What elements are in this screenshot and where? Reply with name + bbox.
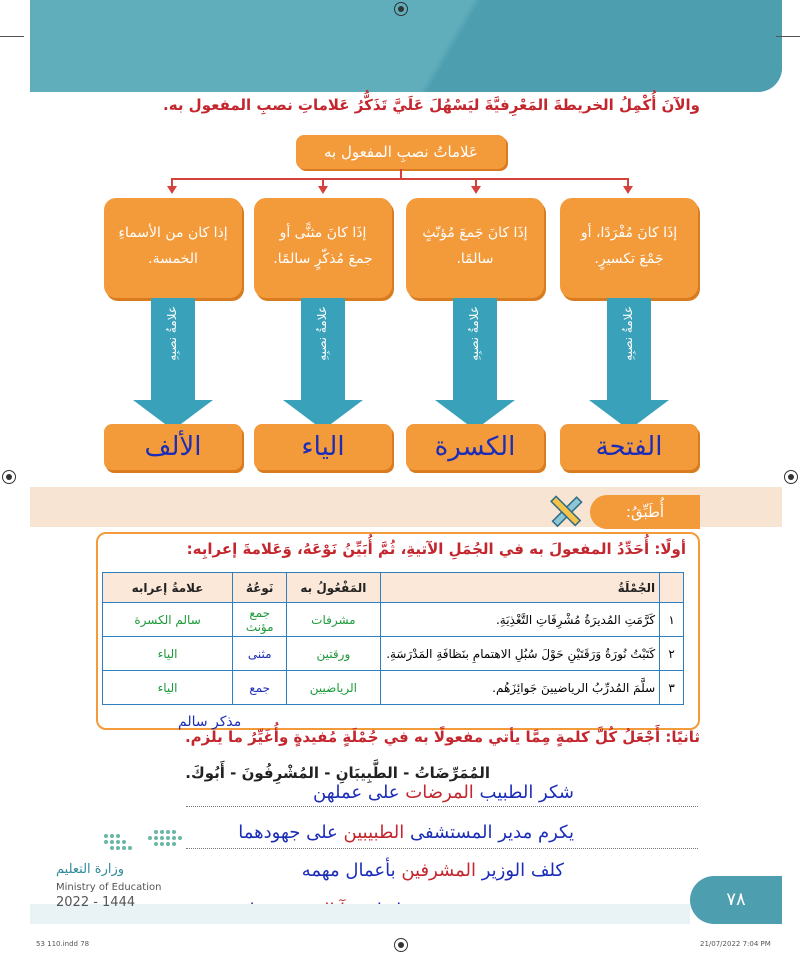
- condition-card-fem-plural: [406, 198, 544, 298]
- registration-mark-icon: [2, 470, 16, 484]
- registration-mark-icon: [394, 2, 408, 16]
- table-row: [103, 637, 684, 671]
- table-row: [103, 603, 684, 637]
- arrowhead-icon: [471, 186, 481, 194]
- header-type: نَوعُهُ: [233, 573, 287, 603]
- answer-part: شكر الطبيب: [473, 782, 574, 803]
- answer-object: المشرفين: [401, 860, 476, 881]
- registration-mark-icon: [784, 470, 798, 484]
- handwritten-note: مذكر سالم: [178, 714, 242, 730]
- map-title: عَلاماتُ نصبِ المفعول به: [296, 135, 506, 169]
- answer-kasra: الكسرة: [406, 424, 544, 470]
- condition-line: سالمًا.: [456, 251, 494, 267]
- row-number: ٢: [660, 637, 684, 671]
- row-type[interactable]: جمع: [233, 671, 287, 705]
- condition-line: إذَا كانَ مثنًّى أو: [279, 225, 367, 241]
- edition-year: 2022 - 1444: [56, 895, 136, 910]
- ruler-pencil-icon: [546, 492, 586, 532]
- page-number: ٧٨: [690, 876, 782, 924]
- arrow-label: علامةُ نصبِهِ: [467, 306, 481, 361]
- exercise1-heading: أولًا: أُحَدِّدُ المفعولَ به في الجُمَلِ الآتيةِ، ثُمَّ أُبَيِّنُ نَوْعَهُ، وَعَلامةَ إعرابِه:: [186, 540, 686, 558]
- header-number: [660, 573, 684, 603]
- arrow-label: علامةُ نصبِهِ: [165, 306, 179, 361]
- arrowhead-icon: [167, 186, 177, 194]
- print-slug: 21/07/2022 7:04 PM: [700, 940, 771, 948]
- table-row: [103, 671, 684, 705]
- answer-part: يكرم مدير المستشفى: [404, 822, 574, 843]
- row-sentence: كَتَبْتُ نُورَةُ وَرَقَتَيْنِ حَوْلَ سُبُلِ الاهتمامِ بنَظافَةِ المَدْرَسَةِ.: [380, 637, 660, 671]
- condition-line: إذَا كانَ مُفْرَدًا، أو: [580, 225, 678, 241]
- condition-card-five-nouns: [104, 198, 242, 298]
- answer-sentence-2[interactable]: [238, 822, 574, 843]
- ministry-name-ar: وزارة التعليم: [56, 862, 125, 877]
- answer-part: على جهودهما: [238, 822, 344, 843]
- condition-line: جَمْعَ تكسيرٍ.: [594, 251, 664, 267]
- trim-line: [0, 36, 24, 37]
- answer-sentence-1[interactable]: [313, 782, 574, 803]
- arrowhead-icon: [623, 186, 633, 194]
- row-sign[interactable]: سالم الكسرة: [103, 603, 233, 637]
- answer-part: على عملهن: [313, 782, 406, 803]
- condition-line: الخمسة.: [148, 251, 198, 267]
- answer-line: [186, 806, 698, 807]
- condition-card-dual: [254, 198, 392, 298]
- condition-line: جمعَ مُذكّرٍ سالمًا.: [273, 251, 373, 267]
- arrow-label: علامةُ نصبِهِ: [315, 306, 329, 361]
- word-list: المُمَرِّضَاتُ - الطَّبِيبَانِ - المُشْرِفُونَ - أَبُوكَ.: [185, 764, 490, 782]
- arrowhead-icon: [318, 186, 328, 194]
- ministry-name-en: Ministry of Education: [56, 882, 162, 893]
- print-slug: 53 110.indd 78: [36, 940, 90, 948]
- row-number: ١: [660, 603, 684, 637]
- row-sentence: كَرَّمَتِ المُديرَةُ مُشْرِفَاتِ التَّغْذِيَةِ.: [380, 603, 660, 637]
- ministry-logo-icon: [100, 826, 196, 856]
- answer-ya: الياء: [254, 424, 392, 470]
- row-sign[interactable]: الياء: [103, 671, 233, 705]
- branch-line: [172, 178, 628, 180]
- answer-fatha: الفتحة: [560, 424, 698, 470]
- row-type[interactable]: مثنى: [233, 637, 287, 671]
- sentences-table: [102, 572, 684, 705]
- answer-alif: الألف: [104, 424, 242, 470]
- condition-card-singular: [560, 198, 698, 298]
- row-object[interactable]: مشرفات: [287, 603, 380, 637]
- answer-object: المرضات: [405, 782, 474, 803]
- row-object[interactable]: ورقتين: [287, 637, 380, 671]
- answer-part: بأعمال مهمه: [301, 860, 402, 881]
- instruction-text: والآنَ أُكْمِلُ الخريطةَ المَعْرِفيَّةَ ليَسْهُلَ عَلَيَّ تَذَكُّرُ عَلاماتِ نصبِ المفعول به.: [163, 96, 700, 114]
- arrow-label: علامةُ نصبِهِ: [621, 306, 635, 361]
- registration-mark-icon: [394, 938, 408, 952]
- row-sign[interactable]: الياء: [103, 637, 233, 671]
- answer-part: كلف الوزير: [475, 860, 564, 881]
- header-object: المَفْعُولُ به: [287, 573, 380, 603]
- header-sign: علامةُ إعرابه: [103, 573, 233, 603]
- row-type[interactable]: جمع مؤنث: [233, 603, 287, 637]
- row-object[interactable]: الرياضيين: [287, 671, 380, 705]
- row-number: ٣: [660, 671, 684, 705]
- practice-tab: أُطَبِّقُ:: [590, 495, 700, 529]
- answer-line: [186, 848, 698, 849]
- trim-line: [776, 36, 800, 37]
- header-sentence: الجُمْلَةُ: [380, 573, 660, 603]
- exercise2-heading: ثانيًا: أَجْعَلُ كُلَّ كلمةٍ مِمَّا يأتي مفعولًا به في جُمْلَةٍ مُفيدةٍ وأُغَيِّرُ ما يلزم.: [184, 728, 700, 746]
- answer-object: الطبيبين: [343, 822, 405, 843]
- table-header-row: [103, 573, 684, 603]
- condition-line: إذَا كانَ جَمعَ مُؤنّثٍ: [422, 225, 528, 241]
- row-sentence: سلَّمَ المُدرِّبُ الرياضيينَ جَوائِزَهُم.: [380, 671, 660, 705]
- condition-line: إذا كان من الأسماءِ: [118, 225, 228, 241]
- answer-sentence-3[interactable]: [302, 860, 564, 881]
